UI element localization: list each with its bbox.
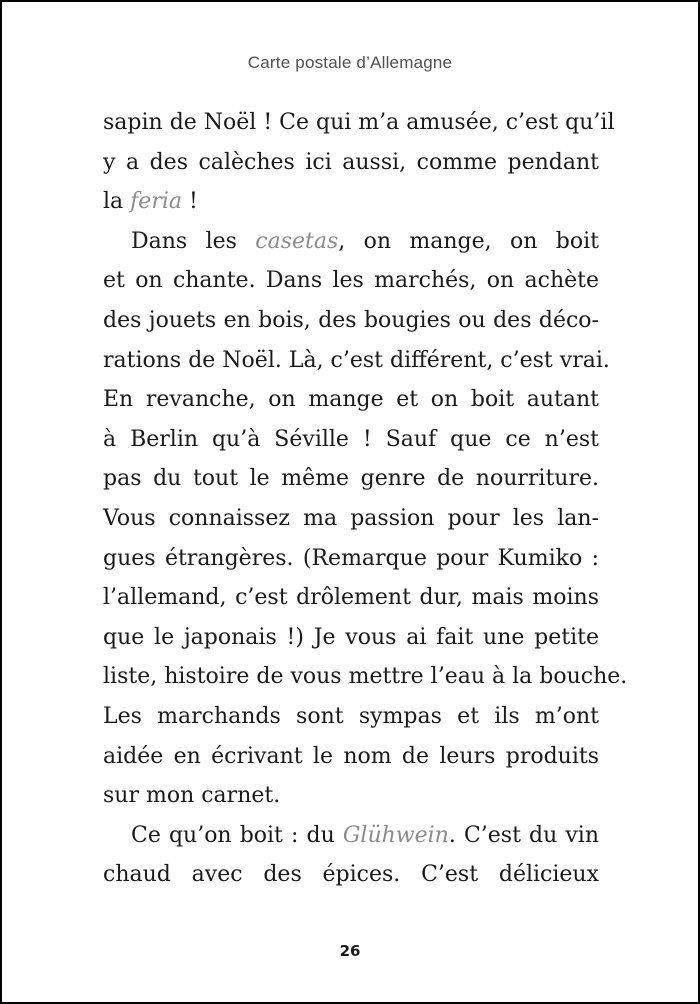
- text-line: liste, histoire de vous mettre l’eau à la bouche.: [103, 664, 628, 690]
- text-fragment: Dans les: [131, 228, 256, 254]
- text-line: et on chante. Dans les marchés, on achète: [103, 268, 599, 294]
- paragraph-1: [103, 103, 615, 222]
- text-line: sapin de Noël ! Ce qui m’a amusée, c’est qu’il: [103, 110, 615, 135]
- text-fragment: Ce qu’on boit : du: [131, 822, 343, 848]
- text-line: [103, 182, 599, 222]
- text-line: [103, 816, 599, 856]
- text-line: pas du tout le même genre de nourriture.: [103, 466, 599, 492]
- text-line: Vous connaissez ma passion pour les lan-: [103, 505, 599, 531]
- text-line: que le japonais !) Je vous ai fait une petite: [103, 624, 599, 650]
- paragraph-2: [103, 222, 628, 816]
- paragraph-3: [103, 816, 599, 895]
- text-line: rations de Noël. Là, c’est différent, c’est vrai.: [103, 347, 610, 373]
- text-line: chaud avec des épices. C’est délicieux: [103, 862, 599, 888]
- text-line: [103, 222, 599, 262]
- body-text: [103, 103, 628, 895]
- text-line: aidée en écrivant le nom de leurs produits: [103, 743, 599, 769]
- page-number: 26: [339, 942, 361, 960]
- text-line: sur mon carnet.: [103, 783, 281, 809]
- text-line: y a des calèches ici aussi, comme pendant: [103, 149, 599, 175]
- text-line: En revanche, on mange et on boit autant: [103, 387, 599, 413]
- text-line: Les marchands sont sympas et ils m’ont: [103, 703, 599, 729]
- text-fragment: , on mange, on boit: [338, 228, 599, 254]
- foreign-word: Glühwein: [342, 822, 449, 848]
- text-fragment: !: [182, 189, 198, 215]
- text-line: l’allemand, c’est drôlement dur, mais moins: [103, 585, 599, 611]
- text-line: des jouets en bois, des bougies ou des déco-: [103, 307, 599, 333]
- text-line: à Berlin qu’à Séville ! Sauf que ce n’est: [103, 426, 599, 452]
- text-fragment: la: [103, 189, 131, 215]
- text-line: gues étrangères. (Remarque pour Kumiko :: [103, 545, 599, 571]
- foreign-word: casetas: [255, 228, 339, 254]
- foreign-word: feria: [130, 189, 182, 215]
- running-head: Carte postale d’Allemagne: [247, 53, 453, 72]
- text-fragment: . C’est du vin: [448, 822, 599, 848]
